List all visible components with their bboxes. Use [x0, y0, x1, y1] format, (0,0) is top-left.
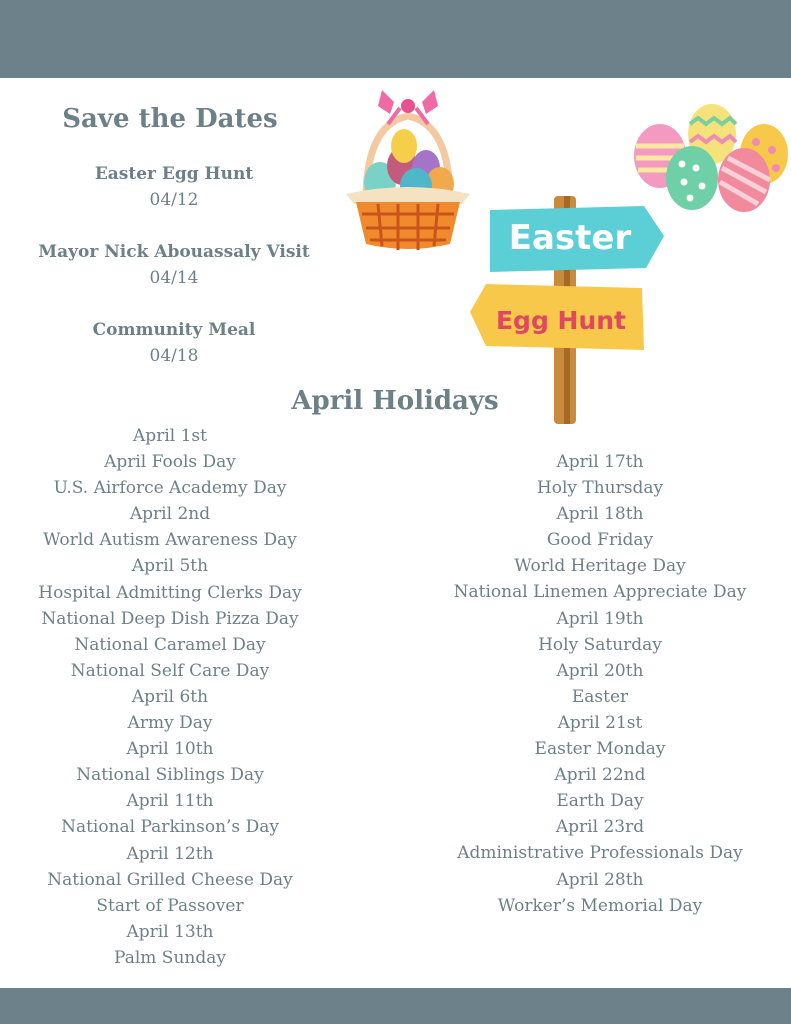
holiday-line: National Deep Dish Pizza Day	[41, 608, 299, 629]
holiday-line: Palm Sunday	[114, 947, 226, 968]
event-name: Mayor Nick Abouassaly Visit	[38, 242, 310, 262]
holiday-line: April 1st	[133, 426, 207, 446]
holiday-line: April 21st	[557, 712, 643, 733]
holiday-line: National Linemen Appreciate Day	[453, 582, 747, 603]
holiday-line: April 18th	[556, 504, 644, 525]
holiday-line: Easter Monday	[534, 739, 666, 760]
holiday-line: World Autism Awareness Day	[43, 530, 297, 551]
holiday-line: April 28th	[556, 869, 644, 890]
holiday-line: Easter	[571, 686, 629, 707]
holiday-line: U.S. Airforce Academy Day	[53, 478, 287, 499]
event-date: 04/18	[149, 346, 199, 366]
holiday-line: April 23rd	[555, 817, 645, 838]
holiday-line: April 12th	[126, 843, 214, 864]
top-banner	[0, 0, 791, 78]
holiday-line: April 13th	[126, 921, 214, 942]
sign-label-easter: Easter	[508, 218, 632, 258]
holiday-line: Holy Thursday	[536, 478, 664, 499]
holiday-line: April 17th	[556, 452, 644, 472]
bottom-banner	[0, 988, 791, 1024]
easter-basket-icon	[338, 84, 478, 260]
holiday-line: Good Friday	[546, 530, 654, 551]
holiday-line: Holy Saturday	[538, 634, 662, 655]
holiday-line: April 2nd	[129, 504, 211, 525]
holiday-line: April 10th	[126, 739, 214, 760]
holiday-line: April Fools Day	[104, 452, 236, 473]
holiday-line: April 6th	[131, 686, 209, 707]
holiday-line: National Self Care Day	[70, 660, 270, 681]
sign-label-egg-hunt: Egg Hunt	[495, 306, 627, 335]
holiday-line: Earth Day	[556, 791, 644, 812]
holiday-line: National Parkinson’s Day	[61, 817, 279, 838]
event-name: Easter Egg Hunt	[94, 164, 254, 184]
holiday-line: April 5th	[131, 556, 209, 577]
holiday-line: National Grilled Cheese Day	[47, 869, 293, 890]
holidays-left-column	[20, 423, 320, 971]
holiday-line: April 22nd	[554, 765, 646, 786]
holiday-line: Hospital Admitting Clerks Day	[38, 582, 302, 603]
event-date: 04/12	[149, 190, 199, 210]
event-item	[20, 162, 328, 214]
holidays-right-column	[430, 449, 770, 919]
holiday-line: April 20th	[556, 660, 644, 681]
holiday-line: Administrative Professionals Day	[457, 843, 743, 864]
event-date: 04/14	[149, 268, 199, 288]
holiday-line: National Siblings Day	[76, 765, 264, 786]
event-name: Community Meal	[92, 320, 256, 340]
event-item	[20, 318, 328, 370]
holiday-line: Start of Passover	[96, 895, 244, 916]
holiday-line: World Heritage Day	[514, 556, 686, 577]
event-item	[20, 240, 328, 292]
holiday-line: Worker’s Memorial Day	[497, 895, 703, 916]
april-holidays-title: April Holidays	[291, 386, 499, 416]
holiday-line: April 11th	[126, 791, 214, 812]
holiday-line: National Caramel Day	[74, 634, 266, 655]
holiday-line: April 19th	[556, 608, 644, 629]
save-the-dates-title: Save the Dates	[62, 104, 278, 134]
holiday-line: Army Day	[127, 713, 213, 734]
